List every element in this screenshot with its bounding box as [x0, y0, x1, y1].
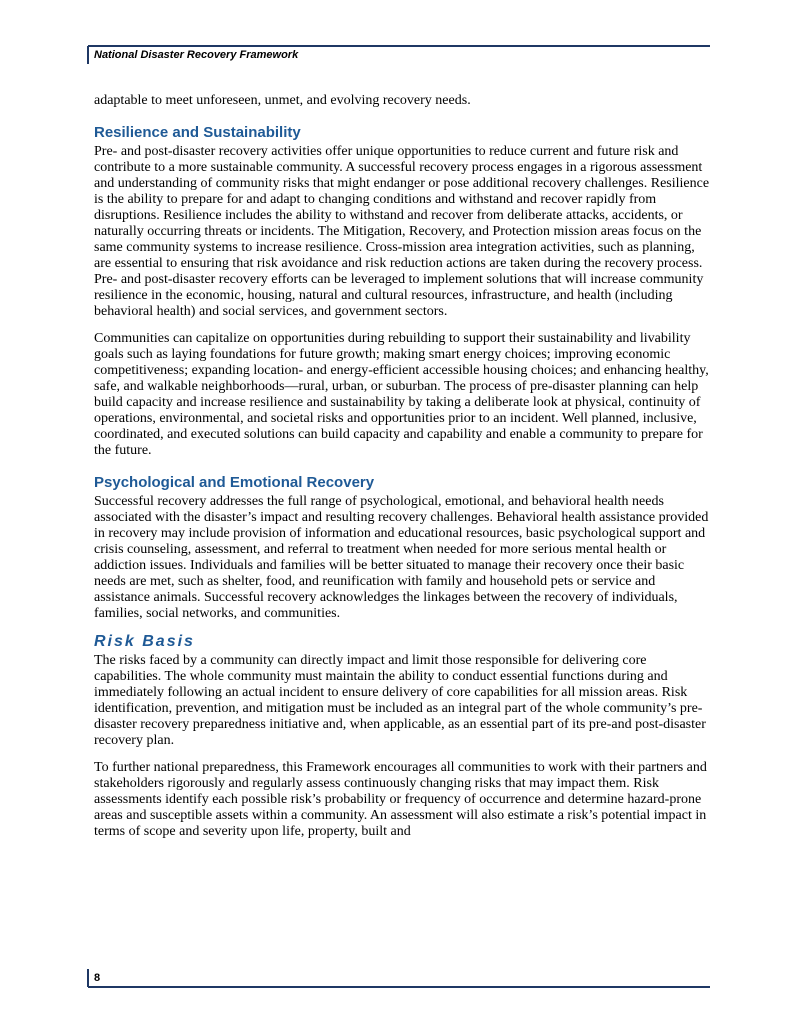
page-body [94, 93, 712, 851]
section-heading-psychological: Psychological and Emotional Recovery [94, 474, 375, 491]
body-paragraph: Successful recovery addresses the full range of psychological, emotional, and behavioral health needs associated with the disaster’s impact and resulting recovery challenges. Behavioral health assistance provided in recovery may include provision of information and educational resources, basic psychological support and crisis counseling, assessment, and referral to treatment when needed for more serious mental health or addiction issues. Individuals and families will be better situated to manage their recovery once their basic needs are met, such as shelter, food, and reunification with family and household pets or service and assistance animals. Successful recovery acknowledges the linkages between the recovery of individuals, families, social networks, and communities. [94, 494, 709, 621]
intro-paragraph: adaptable to meet unforeseen, unmet, and evolving recovery needs. [94, 93, 471, 108]
header-tick [87, 46, 89, 64]
body-paragraph: To further national preparedness, this Framework encourages all communities to work with their partners and stakeholders rigorously and regularly assess continuously changing risks that may impact them. Risk assessments identify each possible risk’s probability or frequency of occurrence and determine hazard-prone areas and susceptible assets within a community. An assessment will also estimate a risk’s potential impact in terms of scope and severity upon life, property, built and [94, 760, 707, 839]
body-paragraph: Pre- and post-disaster recovery activities offer unique opportunities to reduce current and future risk and contribute to a more sustainable community. A successful recovery process engages in a rigorous assessment and understanding of community risks that might endanger or pose additional recovery challenges. Resilience is the ability to prepare for and adapt to changing conditions and withstand and recover rapidly from disruptions. Resilience includes the ability to withstand and recover from deliberate attacks, accidents, or naturally occurring threats or incidents. The Mitigation, Recovery, and Protection mission areas focus on the same community systems to increase resilience. Cross-mission area integration activities, such as planning, are essential to ensuring that risk avoidance and risk reduction actions are taken during the recovery process. Pre- and post-disaster recovery efforts can be leveraged to implement solutions that will increase community resilience in the economic, housing, natural and cultural resources, infrastructure, and health (including behavioral health) and social services, and government sectors. [94, 144, 710, 319]
header-rule [88, 45, 710, 47]
body-paragraph: The risks faced by a community can directly impact and limit those responsible for delivering core capabilities. The whole community must maintain the ability to conduct essential functions during and immediately following an actual incident to ensure delivery of core capabilities for all mission areas. Risk identification, prevention, and mitigation must be included as an integral part of the whole community’s pre-disaster recovery preparedness initiative and, when applicable, as an essential part of its pre-and post-disaster recovery plan. [94, 653, 706, 748]
page-number: 8 [94, 972, 101, 984]
footer-tick [87, 969, 89, 987]
footer-rule [88, 986, 710, 988]
section-heading-resilience: Resilience and Sustainability [94, 124, 301, 141]
running-header-title: National Disaster Recovery Framework [94, 49, 299, 61]
section-heading-risk-basis: Risk Basis [94, 633, 195, 650]
body-paragraph: Communities can capitalize on opportunities during rebuilding to support their sustainability and livability goals such as laying foundations for future growth; making smart energy choices; improving economic competitiveness; expanding location- and energy-efficient accessible housing choices; and enhancing healthy, safe, and walkable neighborhoods—rural, urban, or suburban. The process of pre-disaster planning can help build capacity and increase resilience and sustainability by taking a deliberate look at physical, continuity of operations, environmental, and societal risks and opportunities prior to an incident. Well planned, inclusive, coordinated, and executed solutions can build capacity and capability and enable a community to prepare for the future. [94, 331, 709, 458]
